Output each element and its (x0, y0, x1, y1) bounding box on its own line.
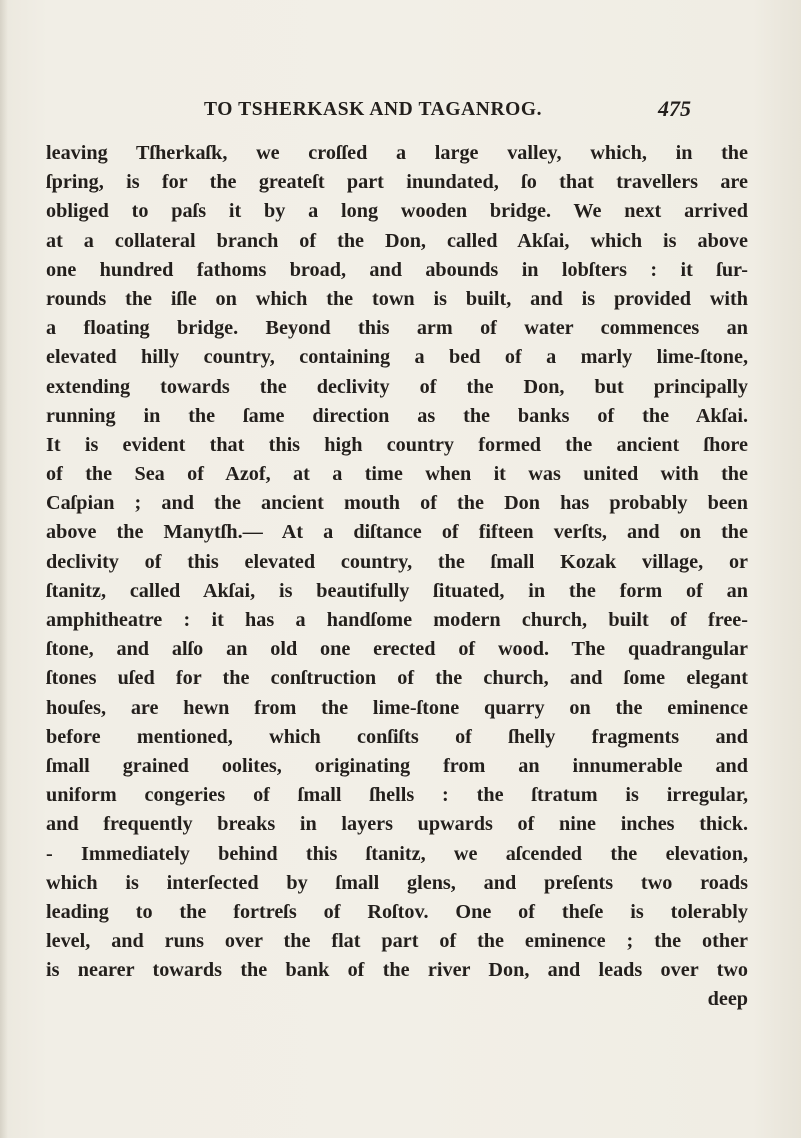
page-edge-shadow (0, 0, 8, 1138)
text-line: leading to the fortreſs of Roſtov. One of theſe is tolerably (46, 900, 748, 923)
text-line: and frequently breaks in layers upwards of nine inches thick. (46, 813, 748, 836)
text-line: rounds the iſle on which the town is built, and is provided with (46, 287, 748, 310)
text-line: above the Manytſh.— At a diſtance of fifteen verſts, and on the (46, 521, 748, 544)
text-line: which is interſected by ſmall glens, and preſents two roads (46, 871, 748, 894)
text-line: ſpring, is for the greateſt part inundated, ſo that travellers are (46, 171, 748, 194)
text-line: leaving Tſherkaſk, we croſſed a large valley, which, in the (46, 142, 748, 164)
text-line: ſtanitz, called Akſai, is beautifully ſituated, in the form of an (46, 579, 748, 602)
text-line: at a collateral branch of the Don, called Akſai, which is above (46, 229, 748, 252)
text-line: amphitheatre : it has a handſome modern church, built of free- (46, 609, 748, 631)
body-text (46, 139, 748, 1015)
text-line: obliged to paſs it by a long wooden bridge. We next arrived (46, 200, 748, 223)
page-header (0, 96, 801, 129)
text-line: level, and runs over the flat part of the eminence ; the other (46, 930, 748, 953)
catchword: deep (707, 988, 748, 1011)
text-line: uniform congeries of ſmall ſhells : the ſtratum is irregular, (46, 784, 748, 807)
text-line: declivity of this elevated country, the ſmall Kozak village, or (46, 550, 748, 573)
text-line: ſmall grained oolites, originating from an innumerable and (46, 754, 748, 777)
text-line: - Immediately behind this ſtanitz, we aſcended the elevation, (46, 842, 748, 865)
text-line: ſtones uſed for the conſtruction of the church, and ſome elegant (46, 667, 748, 690)
text-line: of the Sea of Azof, at a time when it was united with the (46, 463, 748, 486)
page-number: 475 (658, 96, 691, 121)
text-line: running in the ſame direction as the banks of the Akſai. (46, 404, 748, 427)
text-line: Caſpian ; and the ancient mouth of the Don has probably been (46, 492, 748, 515)
text-line: ſtone, and alſo an old one erected of wood. The quadrangular (46, 638, 748, 661)
text-line: a floating bridge. Beyond this arm of water commences an (46, 317, 748, 340)
text-line: before mentioned, which conſiſts of ſhelly fragments and (46, 725, 748, 748)
text-line: elevated hilly country, containing a bed of a marly lime-ſtone, (46, 346, 748, 369)
running-head: TO TSHERKASK AND TAGANROG. (204, 99, 543, 120)
text-line: is nearer towards the bank of the river Don, and leads over two (46, 959, 748, 982)
text-line: one hundred fathoms broad, and abounds in lobſters : it ſur- (46, 258, 748, 281)
text-line: It is evident that this high country formed the ancient ſhore (46, 433, 748, 456)
text-line: extending towards the declivity of the Don, but principally (46, 375, 748, 398)
text-line: houſes, are hewn from the lime-ſtone quarry on the eminence (46, 696, 748, 719)
